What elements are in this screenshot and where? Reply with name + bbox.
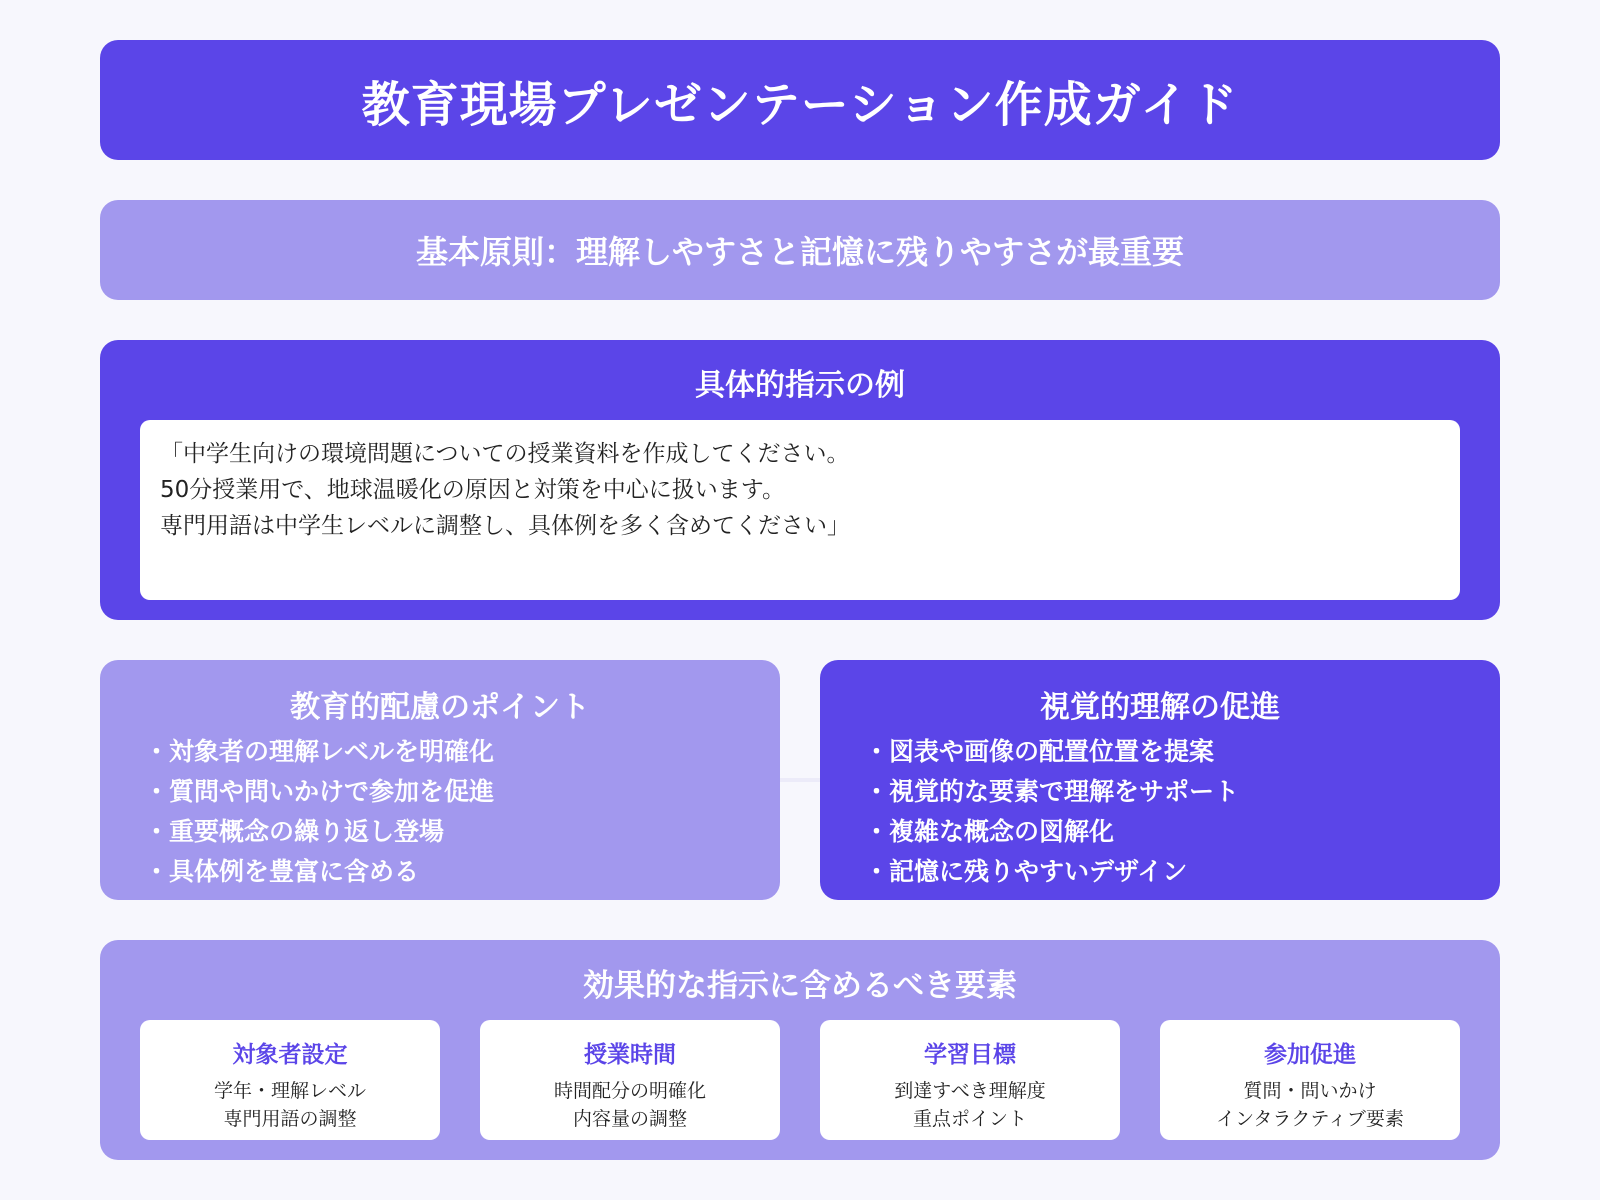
card-title: 対象者設定 — [232, 1042, 348, 1068]
example-section — [100, 340, 1500, 620]
title-banner — [100, 40, 1500, 160]
card-line: 質問・問いかけ — [1243, 1080, 1377, 1102]
visual-understanding-section — [820, 660, 1500, 900]
care-item: ・対象者の理解レベルを明確化 — [144, 737, 495, 766]
principle-text: 基本原則：理解しやすさと記憶に残りやすさが最重要 — [415, 233, 1184, 271]
visual-item: ・図表や画像の配置位置を提案 — [864, 737, 1215, 766]
visual-item: ・複雑な概念の図解化 — [864, 817, 1115, 846]
card-line: 重点ポイント — [912, 1108, 1027, 1130]
page-title: 教育現場プレゼンテーション作成ガイド — [361, 76, 1239, 133]
element-card-participation — [1160, 1020, 1460, 1140]
card-line: 専門用語の調整 — [223, 1108, 357, 1130]
care-item: ・質問や問いかけで参加を促進 — [144, 777, 495, 806]
card-line: インタラクティブ要素 — [1216, 1108, 1404, 1130]
example-line: 50分授業用で、地球温暖化の原因と対策を中心に扱います。 — [160, 477, 785, 503]
card-line: 時間配分の明確化 — [553, 1080, 706, 1102]
elements-heading: 効果的な指示に含めるべき要素 — [583, 968, 1017, 1004]
care-points-section — [100, 660, 780, 900]
principle-banner — [100, 200, 1500, 300]
card-title: 参加促進 — [1264, 1042, 1356, 1068]
example-text-box — [140, 420, 1460, 600]
elements-section — [100, 940, 1500, 1160]
card-line: 内容量の調整 — [572, 1108, 687, 1130]
example-line: 「中学生向けの環境問題についての授業資料を作成してください。 — [160, 441, 850, 467]
connector-line — [780, 778, 820, 782]
visual-item: ・記憶に残りやすいデザイン — [864, 857, 1188, 886]
care-heading: 教育的配慮のポイント — [290, 690, 590, 725]
care-item: ・重要概念の繰り返し登場 — [144, 817, 445, 846]
example-line: 専門用語は中学生レベルに調整し、具体例を多く含めてください」 — [160, 513, 850, 539]
visual-item: ・視覚的な要素で理解をサポート — [864, 777, 1240, 806]
card-title: 授業時間 — [584, 1042, 676, 1068]
example-heading: 具体的指示の例 — [695, 368, 905, 403]
card-line: 学年・理解レベル — [213, 1080, 366, 1102]
care-item: ・具体例を豊富に含める — [144, 857, 420, 886]
element-card-goal — [820, 1020, 1120, 1140]
element-card-target — [140, 1020, 440, 1140]
care-list — [144, 732, 494, 892]
card-title: 学習目標 — [924, 1042, 1016, 1068]
card-line: 到達すべき理解度 — [894, 1080, 1046, 1102]
visual-heading: 視覚的理解の促進 — [1040, 690, 1280, 725]
element-card-time — [480, 1020, 780, 1140]
visual-list — [864, 732, 1239, 892]
